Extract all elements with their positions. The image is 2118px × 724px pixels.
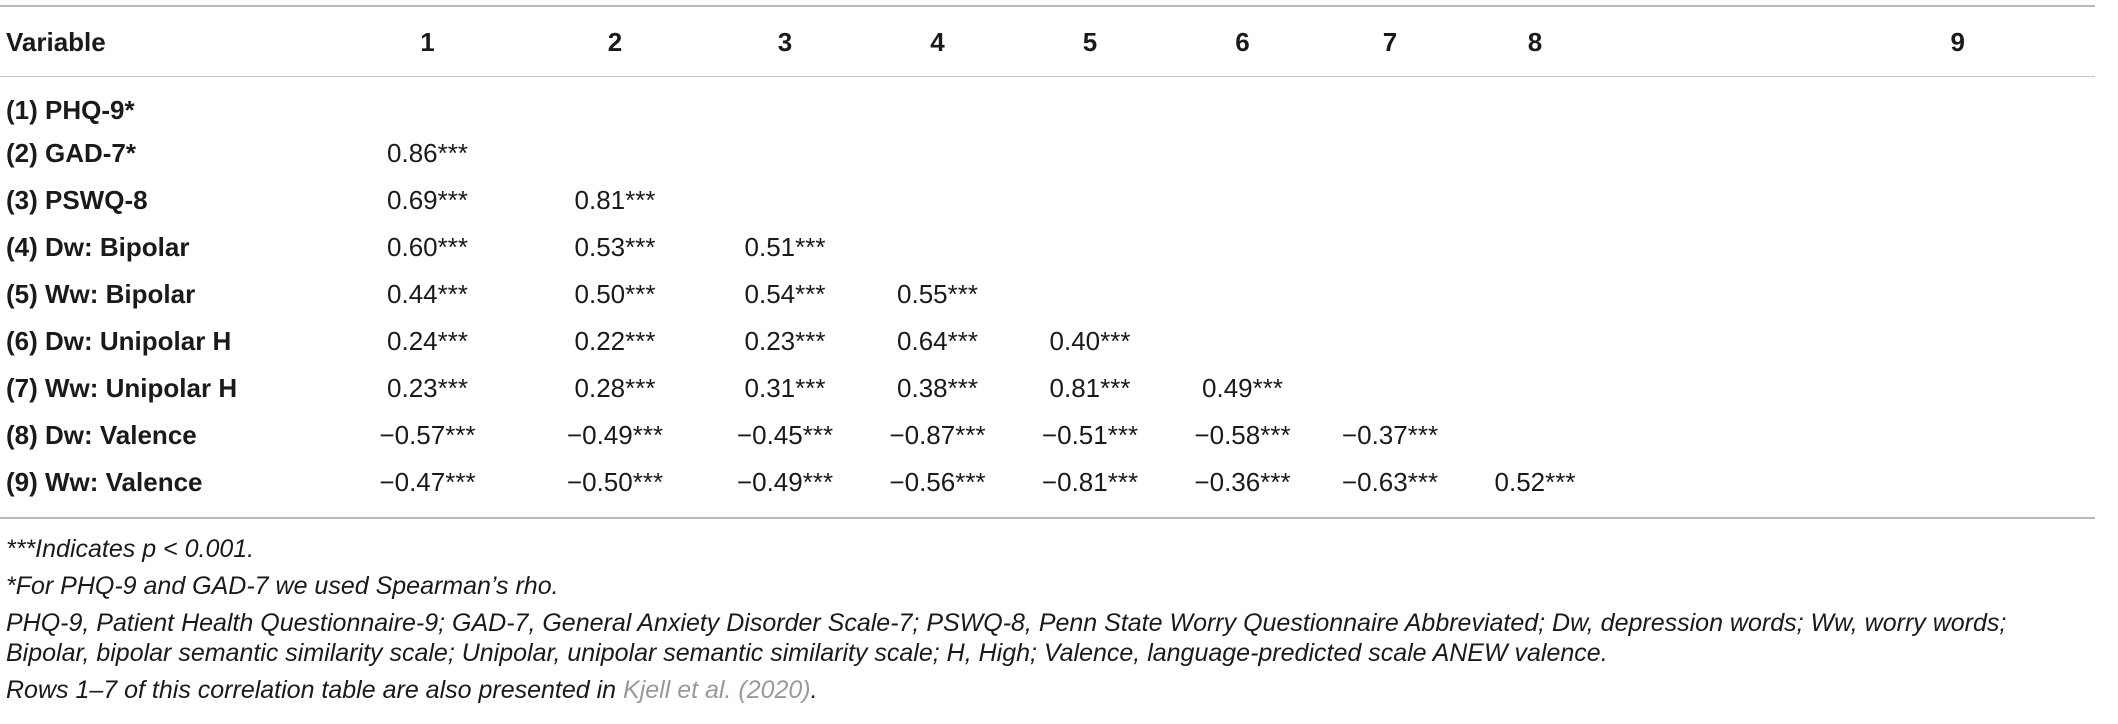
table-row	[0, 130, 2095, 177]
table-header-row	[0, 8, 2095, 76]
table-top-rule	[0, 5, 2095, 7]
header-col-5: 5	[1082, 26, 1098, 57]
header-variable: Variable	[6, 26, 106, 57]
footnote-spearman: *For PHQ-9 and GAD-7 we used Spearman’s rho.	[6, 572, 559, 600]
correlation-cell	[520, 130, 710, 177]
correlation-cell: 0.86***	[387, 138, 468, 168]
correlation-cell: −0.49***	[736, 467, 834, 497]
correlation-cell: −0.36***	[1194, 467, 1291, 497]
correlation-cell	[1460, 365, 1610, 412]
row-variable-label: (9) Ww: Valence	[6, 467, 203, 497]
header-col-1: 1	[420, 26, 435, 57]
correlation-cell	[1320, 76, 1460, 130]
correlation-cell	[1610, 76, 2095, 130]
correlation-cell	[1165, 130, 1320, 177]
header-col-2: 2	[607, 26, 623, 57]
header-col-7: 7	[1382, 26, 1398, 57]
correlation-cell	[1460, 177, 1610, 224]
table-row	[0, 412, 2095, 459]
correlation-cell: 0.28***	[574, 373, 656, 403]
correlation-cell	[1015, 271, 1165, 318]
header-col-4: 4	[930, 26, 945, 57]
row-variable-label: (4) Dw: Bipolar	[6, 232, 190, 262]
correlation-cell: −0.58***	[1194, 420, 1291, 450]
correlation-cell	[1460, 412, 1610, 459]
correlation-cell: 0.24***	[387, 326, 468, 356]
correlation-cell: 0.69***	[387, 185, 468, 215]
header-col-9: 9	[1950, 26, 1965, 57]
correlation-cell	[860, 224, 1015, 271]
table-footnotes	[6, 534, 2096, 712]
correlation-cell: 0.64***	[897, 326, 978, 356]
correlation-cell: 0.54***	[744, 279, 826, 309]
row-variable-label: (3) PSWQ-8	[6, 185, 148, 215]
correlation-cell	[1320, 177, 1460, 224]
correlation-cell: 0.50***	[574, 279, 656, 309]
correlation-cell: −0.56***	[889, 467, 986, 497]
table-row	[0, 76, 2095, 130]
correlation-cell: 0.55***	[897, 279, 978, 309]
correlation-cell	[1610, 459, 2095, 506]
row-variable-label: (7) Ww: Unipolar H	[6, 373, 238, 403]
correlation-cell	[1165, 318, 1320, 365]
correlation-cell	[1610, 318, 2095, 365]
correlation-cell: −0.50***	[566, 467, 664, 497]
correlation-cell: 0.53***	[574, 232, 656, 262]
table-row	[0, 224, 2095, 271]
correlation-cell: −0.49***	[566, 420, 664, 450]
correlation-cell	[1610, 271, 2095, 318]
correlation-cell: 0.23***	[387, 373, 468, 403]
correlation-cell	[860, 76, 1015, 130]
header-col-8: 8	[1527, 26, 1543, 57]
correlation-cell	[1015, 177, 1165, 224]
correlation-cell	[710, 130, 860, 177]
footnote-source-end: .	[810, 676, 818, 704]
correlation-cell	[1610, 177, 2095, 224]
correlation-cell: 0.40***	[1049, 326, 1131, 356]
citation-link[interactable]: Kjell et al. (2020)	[623, 676, 811, 704]
correlation-cell	[710, 177, 860, 224]
correlation-cell	[1165, 76, 1320, 130]
correlation-cell: 0.44***	[387, 279, 468, 309]
footnote-abbreviations: PHQ-9, Patient Health Questionnaire-9; GAD-7, General Anxiety Disorder Scale-7; PSWQ-8, Penn State Worry Questionnaire Abbreviated; Dw, depression words; Ww, worry words; Bipolar, bipolar semantic similarity scale; Unipolar, unipolar semantic similarity scale; H, High; Valence, language-predicted scale ANEW valence.	[6, 609, 2007, 667]
row-variable-label: (5) Ww: Bipolar	[6, 279, 196, 309]
correlation-cell: 0.51***	[744, 232, 826, 262]
correlation-cell	[1460, 224, 1610, 271]
correlation-cell	[860, 177, 1015, 224]
correlation-cell	[1460, 130, 1610, 177]
table-row	[0, 318, 2095, 365]
correlation-cell	[860, 130, 1015, 177]
correlation-cell	[1460, 271, 1610, 318]
table-row	[0, 459, 2095, 506]
correlation-cell	[1015, 76, 1165, 130]
correlation-cell	[520, 76, 710, 130]
correlation-cell	[710, 76, 860, 130]
correlation-cell: 0.22***	[574, 326, 656, 356]
footnote-source	[6, 675, 2096, 705]
correlation-cell: 0.23***	[744, 326, 826, 356]
correlation-cell: −0.47***	[379, 467, 476, 497]
table-body	[0, 76, 2095, 506]
correlation-cell: 0.81***	[574, 185, 656, 215]
correlation-cell	[1460, 76, 1610, 130]
table-row	[0, 177, 2095, 224]
correlation-cell	[1610, 130, 2095, 177]
table-bottom-rule	[0, 517, 2095, 519]
correlation-cell	[1015, 224, 1165, 271]
correlation-cell: 0.38***	[897, 373, 978, 403]
correlation-cell: 0.81***	[1049, 373, 1131, 403]
correlation-cell	[1320, 271, 1460, 318]
correlation-cell	[1320, 318, 1460, 365]
correlation-cell: 0.52***	[1494, 467, 1576, 497]
correlation-cell: 0.49***	[1202, 373, 1283, 403]
correlation-cell	[1610, 365, 2095, 412]
table-row	[0, 271, 2095, 318]
row-variable-label: (6) Dw: Unipolar H	[6, 326, 232, 356]
row-variable-label: (8) Dw: Valence	[6, 420, 197, 450]
row-variable-label: (1) PHQ-9*	[6, 94, 135, 125]
correlation-cell	[1610, 412, 2095, 459]
correlation-cell	[1610, 224, 2095, 271]
correlation-cell	[1460, 318, 1610, 365]
correlation-cell	[1320, 365, 1460, 412]
correlation-cell: −0.81***	[1041, 467, 1139, 497]
header-col-3: 3	[777, 26, 793, 57]
correlation-cell	[1165, 177, 1320, 224]
correlation-cell: −0.63***	[1341, 467, 1439, 497]
correlation-cell	[1165, 271, 1320, 318]
footnote-source-text: Rows 1–7 of this correlation table are also presented in	[6, 676, 624, 704]
table-row	[0, 365, 2095, 412]
correlation-cell: −0.45***	[736, 420, 834, 450]
correlation-cell: −0.57***	[379, 420, 476, 450]
header-col-6: 6	[1235, 26, 1250, 57]
correlation-cell: −0.87***	[889, 420, 986, 450]
correlation-cell: 0.60***	[387, 232, 468, 262]
correlation-cell	[1320, 224, 1460, 271]
correlation-cell	[1165, 224, 1320, 271]
correlation-cell: −0.37***	[1341, 420, 1439, 450]
correlation-cell: 0.31***	[744, 373, 826, 403]
row-variable-label: (2) GAD-7*	[6, 138, 137, 168]
correlation-cell	[1015, 130, 1165, 177]
footnote-significance: ***Indicates p < 0.001.	[6, 535, 255, 563]
correlation-table	[0, 8, 2095, 506]
correlation-cell	[335, 76, 520, 130]
correlation-cell	[1320, 130, 1460, 177]
correlation-cell: −0.51***	[1041, 420, 1139, 450]
